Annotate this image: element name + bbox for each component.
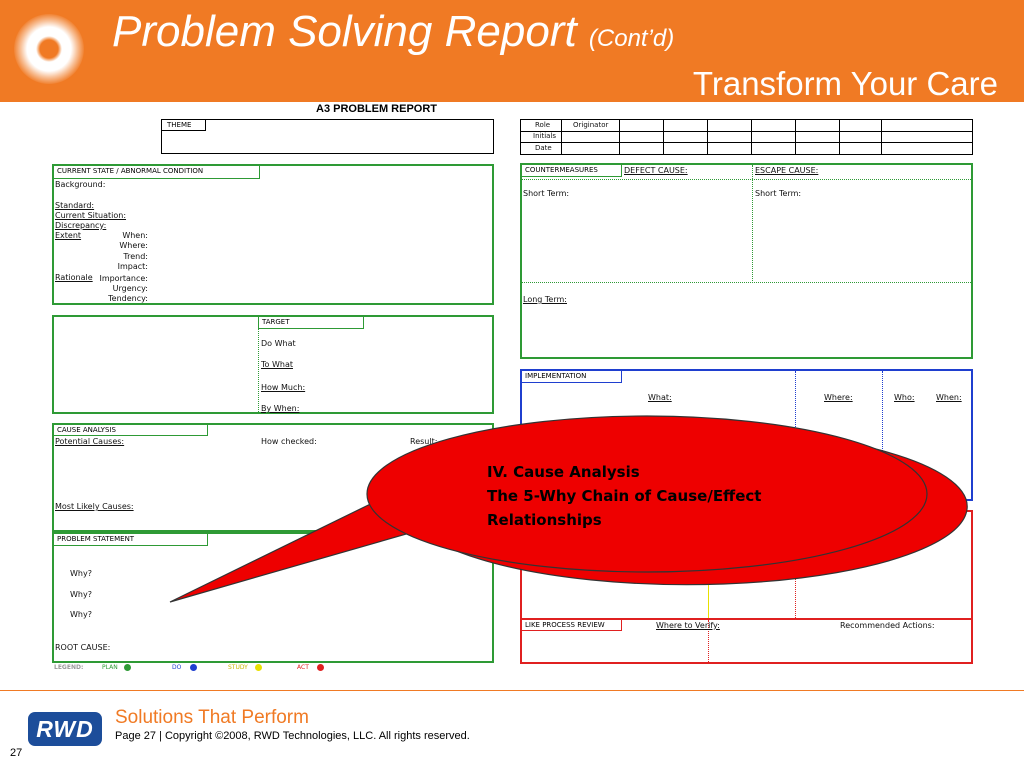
root-cause-label: ROOT CAUSE: [55,643,111,652]
rationale-urgency-label: Urgency: [112,284,148,293]
background-label: Background: [55,180,106,189]
callout-line-2: The 5-Why Chain of Cause/Effect [487,487,762,505]
target-header: TARGET [258,317,364,329]
footer-copyright: Page 27 | Copyright ©2008, RWD Technologies, LLC. All rights reserved. [115,730,470,742]
cause-analysis-header: CAUSE ANALYSIS [54,425,208,436]
short-term-label-defect: Short Term: [523,189,570,198]
current-situation-label: Current Situation: [55,211,127,220]
rationale-label: Rationale [55,273,93,282]
like-process-review-header: LIKE PROCESS REVIEW [522,620,622,631]
slide-subtitle: Transform Your Care [692,65,998,102]
extent-trend-label: Trend: [123,252,148,261]
legend-label: LEGEND: [54,664,84,671]
countermeasures-header: COUNTERMEASURES [522,165,622,177]
footer-divider [0,690,1024,691]
defect-cause-label: DEFECT CAUSE: [624,166,688,175]
date-label: Date [535,144,552,152]
role-label: Role [535,121,551,129]
callout-line-1: IV. Cause Analysis [487,463,640,481]
escape-cause-label: ESCAPE CAUSE: [755,166,819,175]
rationale-importance-label: Importance: [99,274,148,283]
by-when-label: By When: [261,404,300,413]
footer-slogan: Solutions That Perform [115,707,309,728]
potential-causes-label: Potential Causes: [55,437,125,446]
impl-who-label: Who: [894,393,915,402]
problem-statement-header: PROBLEM STATEMENT [54,534,208,546]
result-label: Result: [410,437,438,446]
slide-title-main: Problem Solving Report [112,7,577,56]
implementation-header: IMPLEMENTATION [522,371,622,383]
impl-where-label: Where: [824,393,853,402]
standard-label: Standard: [55,201,95,210]
callout-text [487,460,761,532]
initials-label: Initials [533,132,557,140]
legend-do-label: DO [172,664,182,671]
callout-line-3: Relationships [487,511,602,529]
legend-plan-label: PLAN [102,664,118,671]
theme-label: THEME [162,120,206,131]
why-label-1: Why? [70,569,92,578]
originator-label: Originator [573,121,609,129]
impl-when-label: When: [936,393,962,402]
to-what-label: To What [261,360,293,369]
recommended-actions-label: Recommended Actions: [840,621,935,630]
where-to-verify-label: Where to Verify: [656,621,720,630]
rwd-logo: RWD [28,712,102,746]
extent-when-label: When: [122,231,148,240]
current-state-header: CURRENT STATE / ABNORMAL CONDITION [54,166,260,179]
form-title: A3 PROBLEM REPORT [316,103,438,115]
do-what-label: Do What [261,339,296,348]
long-term-label: Long Term: [523,295,567,304]
extent-impact-label: Impact: [117,262,148,271]
page-number: 27 [10,747,23,759]
slide-title-suffix: (Cont’d) [588,25,675,52]
extent-where-label: Where: [119,241,148,250]
most-likely-causes-label: Most Likely Causes: [55,502,134,511]
impl-what-label: What: [648,393,672,402]
why-label-2: Why? [70,590,92,599]
rationale-tendency-label: Tendency: [108,294,148,303]
how-much-label: How Much: [261,383,306,392]
why-label-3: Why? [70,610,92,619]
extent-label: Extent [55,231,82,240]
legend-act-label: ACT [297,664,309,671]
legend-study-label: STUDY [228,664,248,671]
how-checked-label: How checked: [261,437,317,446]
discrepancy-label: Discrepancy: [55,221,107,230]
short-term-label-escape: Short Term: [755,189,802,198]
